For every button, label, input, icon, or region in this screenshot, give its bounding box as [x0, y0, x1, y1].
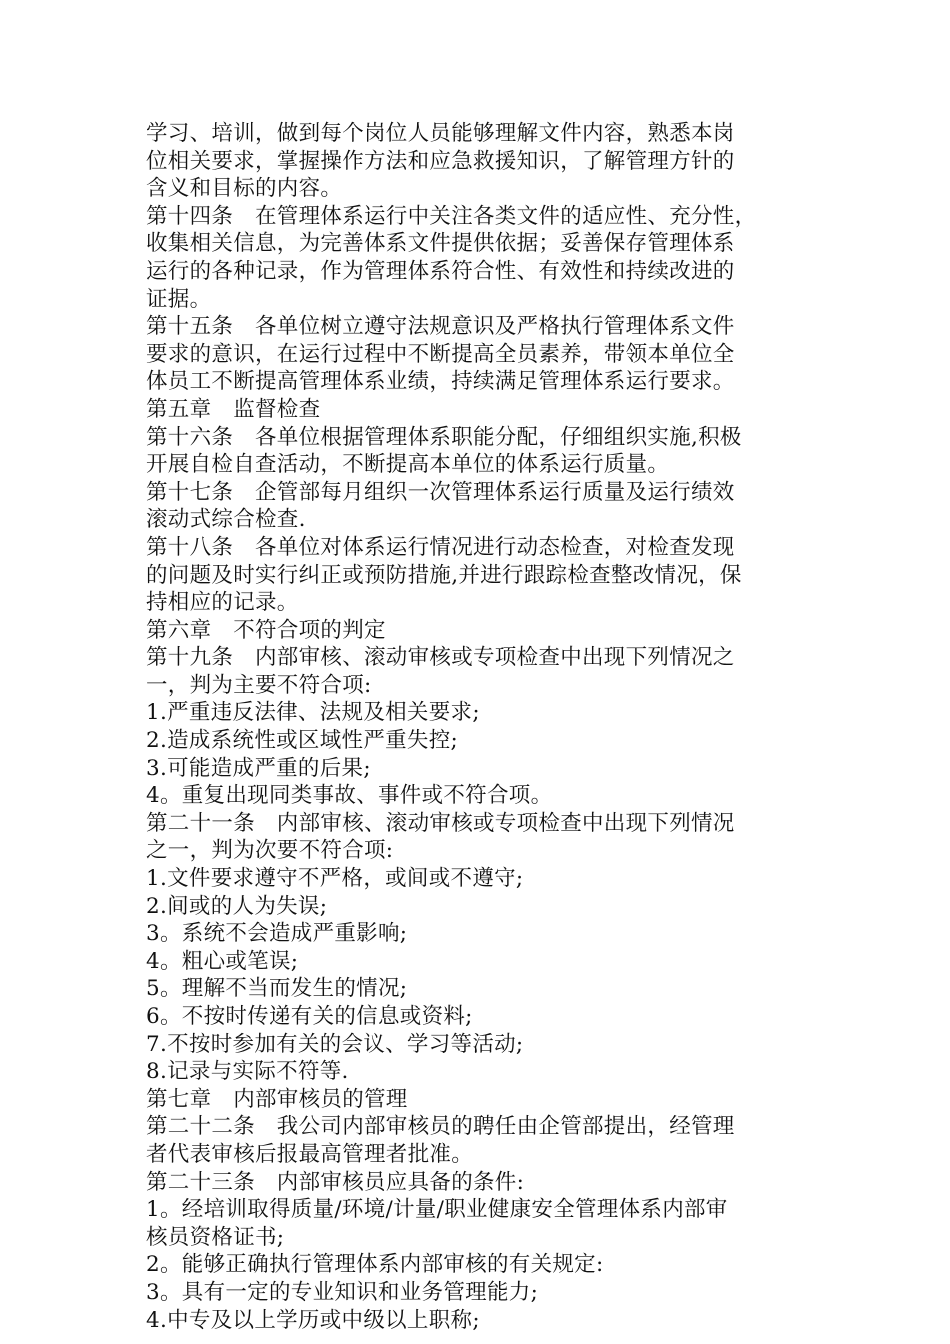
text-line: 3.可能造成严重的后果; — [146, 755, 371, 781]
text-line: 第二十一条 内部审核、滚动审核或专项检查中出现下列情况 — [146, 810, 735, 836]
text-line: 第六章 不符合项的判定 — [146, 617, 386, 643]
text-line: 一，判为主要不符合项: — [146, 672, 372, 698]
text-line: 第五章 监督检查 — [146, 396, 321, 422]
text-line: 第二十二条 我公司内部审核员的聘任由企管部提出，经管理 — [146, 1114, 735, 1140]
text-line: 要求的意识，在运行过程中不断提高全员素养，带领本单位全 — [146, 341, 735, 367]
text-line: 1。经培训取得质量/环境/计量/职业健康安全管理体系内部审 — [146, 1197, 728, 1223]
text-line: 第十四条 在管理体系运行中关注各类文件的适应性、充分性， — [146, 203, 757, 229]
text-line: 4.中专及以上学历或中级以上职称; — [146, 1307, 480, 1333]
text-line: 3。系统不会造成严重影响; — [146, 921, 408, 947]
text-line: 第十八条 各单位对体系运行情况进行动态检查，对检查发现 — [146, 534, 735, 560]
text-line: 2.间或的人为失误; — [146, 893, 328, 919]
text-line: 学习、培训，做到每个岗位人员能够理解文件内容，熟悉本岗 — [146, 121, 735, 146]
text-line: 之一，判为次要不符合项: — [146, 838, 394, 864]
text-line: 1.文件要求遵守不严格，或间或不遵守; — [146, 866, 524, 892]
text-line: 5。理解不当而发生的情况; — [146, 976, 408, 1002]
text-line: 持相应的记录。 — [146, 590, 299, 616]
text-line: 核员资格证书; — [146, 1224, 285, 1250]
text-line: 2。能够正确执行管理体系内部审核的有关规定: — [146, 1252, 604, 1278]
text-line: 第十七条 企管部每月组织一次管理体系运行质量及运行绩效 — [146, 479, 735, 505]
text-line: 的问题及时实行纠正或预防措施,并进行跟踪检查整改情况，保 — [146, 562, 742, 588]
text-line: 2.造成系统性或区域性严重失控; — [146, 728, 459, 754]
text-line: 1.严重违反法律、法规及相关要求; — [146, 700, 480, 726]
text-line: 第十九条 内部审核、滚动审核或专项检查中出现下列情况之 — [146, 645, 735, 671]
text-line: 第七章 内部审核员的管理 — [146, 1086, 408, 1112]
text-line: 6。不按时传递有关的信息或资料; — [146, 1004, 473, 1029]
text-line: 证据。 — [146, 286, 212, 312]
text-line: 3。具有一定的专业知识和业务管理能力; — [146, 1279, 539, 1305]
text-line: 开展自检自查活动，不断提高本单位的体系运行质量。 — [146, 452, 670, 478]
text-line: 7.不按时参加有关的会议、学习等活动; — [146, 1031, 524, 1057]
text-line: 8.记录与实际不符等. — [146, 1059, 349, 1085]
text-line: 4。粗心或笔误; — [146, 948, 299, 974]
text-line: 第十六条 各单位根据管理体系职能分配，仔细组织实施,积极 — [146, 424, 742, 450]
text-line: 位相关要求，掌握操作方法和应急救援知识，了解管理方针的 — [146, 148, 735, 174]
text-line: 含义和目标的内容。 — [146, 176, 343, 202]
text-line: 运行的各种记录，作为管理体系符合性、有效性和持续改进的 — [146, 258, 735, 284]
text-line: 滚动式综合检查. — [146, 507, 306, 533]
document-body — [146, 120, 812, 1334]
text-line: 4。重复出现同类事故、事件或不符合项。 — [146, 783, 553, 809]
text-line: 第二十三条 内部审核员应具备的条件: — [146, 1169, 525, 1195]
text-line: 体员工不断提高管理体系业绩，持续满足管理体系运行要求。 — [146, 369, 735, 395]
text-line: 第十五条 各单位树立遵守法规意识及严格执行管理体系文件 — [146, 314, 735, 340]
text-line: 收集相关信息，为完善体系文件提供依据；妥善保存管理体系 — [146, 231, 735, 257]
text-line: 者代表审核后报最高管理者批准。 — [146, 1141, 474, 1167]
